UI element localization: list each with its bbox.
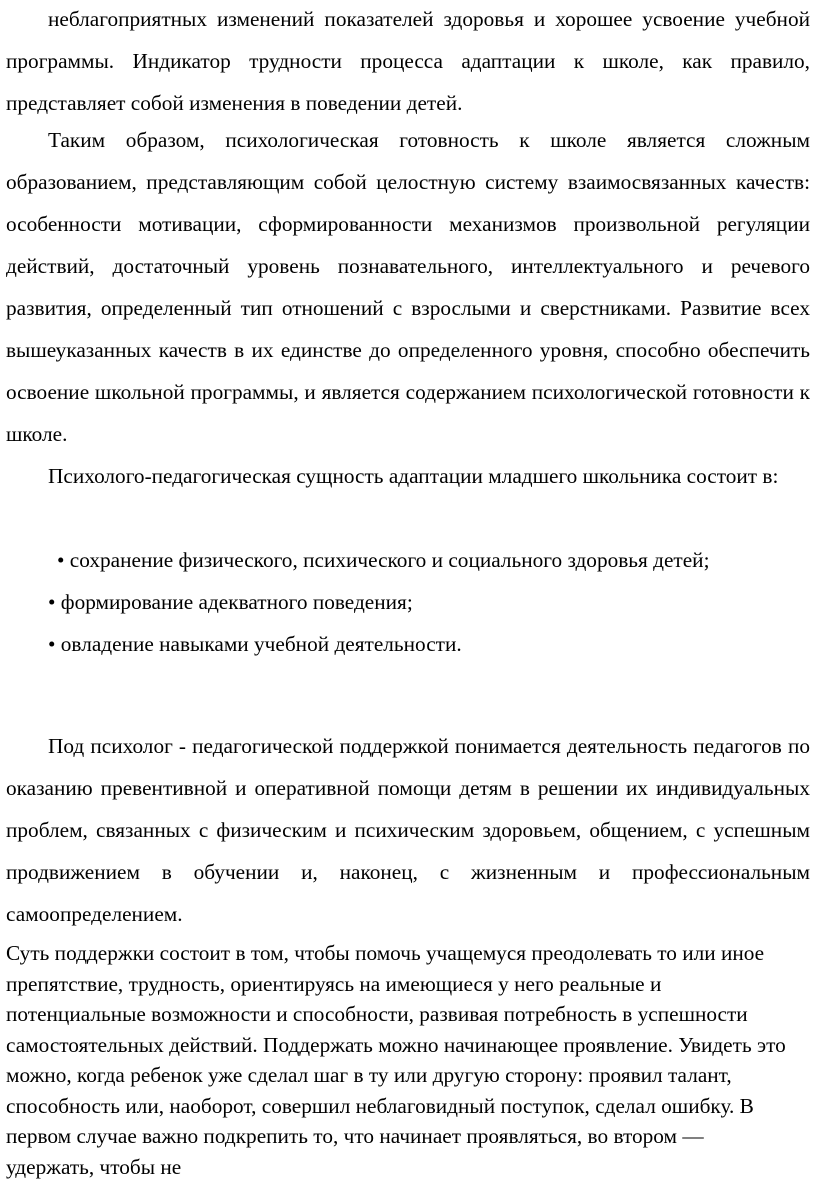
bullet-item-health: • сохранение физического, психического и социального здоровья детей; bbox=[57, 548, 710, 572]
paragraph-adaptation-indicator: неблагоприятных изменений показателей здоровья и хорошее усвоение учебной программы. Индикатор трудности процесса адаптации к школе, как правило, представляет собой изменения в поведении детей. bbox=[6, 7, 810, 115]
bullet-item-behavior: • формирование адекватного поведения; bbox=[48, 590, 413, 614]
paragraph-support-definition: Под психолог - педагогической поддержкой понимается деятельность педагогов по оказанию превентивной и оперативной помощи детям в решении их индивидуальных проблем, связанных с физическим и психическим здоровьем, общением, с успешным продвижением в обучении и, наконец, с жизненным и профессиональным самоопределением. bbox=[6, 734, 810, 926]
paragraph-support-essence: Суть поддержки состоит в том, чтобы помочь учащемуся преодолевать то или иное препятствие, трудность, ориентируясь на имеющиеся у него реальные и потенциальные возможности и способности, развивая потребность в успешности самостоятельных действий. Поддержать можно начинающее проявление. Увидеть это можно, когда ребенок уже сделал шаг в ту или другую сторону: проявил талант, способность или, наоборот, совершил неблаговидный поступок, сделал ошибку. В первом случае важно подкрепить то, что начинает проявляться, во втором — удержать, чтобы не bbox=[6, 941, 786, 1179]
paragraph-adaptation-essence: Психолого-педагогическая сущность адаптации младшего школьника состоит в: bbox=[48, 464, 779, 488]
bullet-item-learning-skills: • овладение навыками учебной деятельности. bbox=[48, 632, 462, 656]
paragraph-psychological-readiness: Таким образом, психологическая готовность к школе является сложным образованием, представляющим собой целостную систему взаимосвязанных качеств: особенности мотивации, сформированности механизмов произвольной регуляции действий, достаточный уровень познавательного, интеллектуального и речевого развития, определенный тип отношений с взрослыми и сверстниками. Развитие всех вышеуказанных качеств в их единстве до определенного уровня, способно обеспечить освоение школьной программы, и является содержанием психологической готовности к школе. bbox=[6, 128, 810, 446]
